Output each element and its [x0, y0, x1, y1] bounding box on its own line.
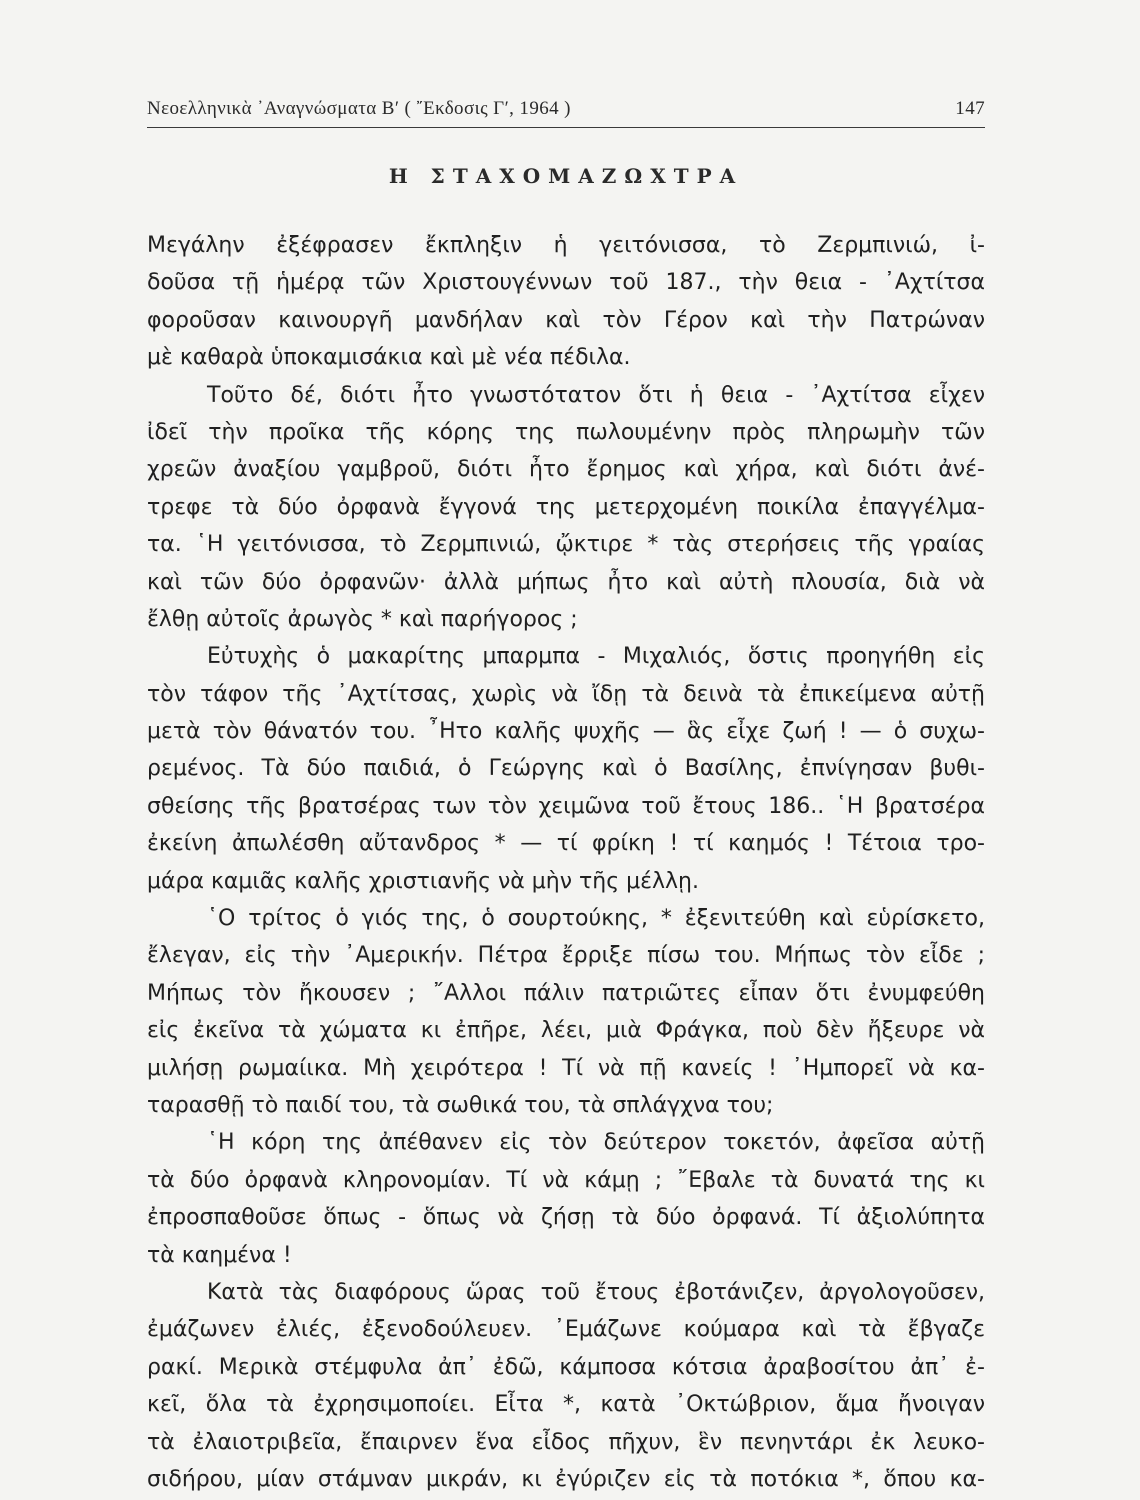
- text-line: χρεῶν ἀναξίου γαμβροῦ, διότι ἦτο ἔρημος καὶ χήρα, καὶ διότι ἀνέ-: [147, 457, 985, 483]
- text-line: ἐπροσπαθοῦσε ὅπως - ὅπως νὰ ζήσῃ τὰ δύο ὀρφανά. Τί ἀξιολύπητα: [147, 1205, 985, 1231]
- running-header: [147, 98, 985, 122]
- text-line: ρεμένος. Τὰ δύο παιδιά, ὁ Γεώργης καὶ ὁ Βασίλης, ἐπνίγησαν βυθι-: [147, 756, 985, 782]
- text-line: ἔλθῃ αὐτοῖς ἀρωγὸς * καὶ παρήγορος ;: [147, 606, 578, 632]
- text-line: φοροῦσαν καινουργῆ μανδήλαν καὶ τὸν Γέρον καὶ τὴν Πατρώναν: [147, 307, 985, 333]
- page-number: 147: [955, 98, 985, 119]
- body-text: [147, 227, 985, 1498]
- text-line: Εὐτυχὴς ὁ μακαρίτης μπαρμπα - Μιχαλιός, ὅστις προηγήθη εἰς: [207, 644, 985, 670]
- text-line: ῾Η κόρη της ἀπέθανεν εἰς τὸν δεύτερον τοκετόν, ἀφεῖσα αὐτῇ: [207, 1130, 985, 1156]
- text-line: καὶ τῶν δύο ὀρφανῶν· ἀλλὰ μήπως ἦτο καὶ αὐτὴ πλουσία, διὰ νὰ: [147, 569, 985, 595]
- text-line: δοῦσα τῇ ἡμέρᾳ τῶν Χριστουγέννων τοῦ 187., τὴν θεια - ᾽Αχτίτσα: [147, 270, 985, 296]
- text-line: τὰ καημένα !: [147, 1242, 292, 1268]
- chapter-title: Η ΣΤΑΧΟΜΑΖΩΧΤΡΑ: [388, 164, 744, 188]
- text-line: τρεφε τὰ δύο ὀρφανὰ ἔγγονά της μετερχομένη ποικίλα ἐπαγγέλμα-: [147, 494, 985, 520]
- header-rule: [147, 127, 985, 128]
- text-line: ἐκείνη ἀπωλέσθη αὔτανδρος * — τί φρίκη ! τί καημός ! Τέτοια τρο-: [147, 831, 985, 857]
- text-line: μιλήσῃ ρωμαίικα. Μὴ χειρότερα ! Τί νὰ πῇ κανείς ! ᾽Ημπορεῖ νὰ κα-: [147, 1055, 985, 1081]
- text-line: ἰδεῖ τὴν προῖκα τῆς κόρης της πωλουμένην πρὸς πληρωμὴν τῶν: [147, 419, 985, 445]
- text-line: Μήπως τὸν ἤκουσεν ; ῎Αλλοι πάλιν πατριῶτες εἶπαν ὅτι ἐνυμφεύθη: [147, 980, 985, 1006]
- text-line: ταρασθῇ τὸ παιδί του, τὰ σωθικά του, τὰ σπλάγχνα του;: [147, 1092, 774, 1118]
- text-line: μετὰ τὸν θάνατόν του. ῏Ητο καλῆς ψυχῆς — ἃς εἶχε ζωή ! — ὁ συχω-: [147, 719, 985, 745]
- text-line: σιδήρου, μίαν στάμναν μικράν, κι ἐγύριζεν εἰς τὰ ποτόκια *, ὅπου κα-: [147, 1466, 985, 1492]
- text-line: σθείσης τῆς βρατσέρας των τὸν χειμῶνα τοῦ ἔτους 186.. ῾Η βρατσέρα: [147, 793, 985, 819]
- text-line: τὰ ἐλαιοτριβεῖα, ἔπαιρνεν ἕνα εἶδος πῆχυν, ἓν πενηντάρι ἐκ λευκο-: [147, 1429, 985, 1455]
- text-line: εἰς ἐκεῖνα τὰ χώματα κι ἐπῆρε, λέει, μιὰ Φράγκα, ποὺ δὲν ἤξευρε νὰ: [147, 1018, 985, 1044]
- text-line: μάρα καμιᾶς καλῆς χριστιανῆς νὰ μὴν τῆς μέλλῃ.: [147, 868, 699, 894]
- text-line: Τοῦτο δέ, διότι ἦτο γνωστότατον ὅτι ἡ θεια - ᾽Αχτίτσα εἶχεν: [207, 382, 985, 408]
- text-line: ἐμάζωνεν ἐλιές, ἐξενοδούλευεν. ᾽Εμάζωνε κούμαρα καὶ τὰ ἔβγαζε: [147, 1317, 985, 1343]
- text-line: τὰ δύο ὀρφανὰ κληρονομίαν. Τί νὰ κάμῃ ; ῎Εβαλε τὰ δυνατά της κι: [147, 1167, 985, 1193]
- text-line: ρακί. Μερικὰ στέμφυλα ἀπ᾽ ἐδῶ, κάμποσα κότσια ἀραβοσίτου ἀπ᾽ ἐ-: [147, 1354, 985, 1380]
- text-line: τα. ῾Η γειτόνισσα, τὸ Ζερμπινιώ, ᾤκτιρε * τὰς στερήσεις τῆς γραίας: [147, 532, 985, 558]
- text-line: τὸν τάφον τῆς ᾽Αχτίτσας, χωρὶς νὰ ἴδῃ τὰ δεινὰ τὰ ἐπικείμενα αὐτῇ: [147, 681, 985, 707]
- text-line: Κατὰ τὰς διαφόρους ὥρας τοῦ ἔτους ἐβοτάνιζεν, ἀργολογοῦσεν,: [207, 1279, 985, 1305]
- running-title: Νεοελληνικὰ ᾽Αναγνώσματα Β′ ( ῎Εκδοσις Γ′, 1964 ): [147, 98, 571, 119]
- text-line: ἔλεγαν, εἰς τὴν ᾽Αμερικήν. Πέτρα ἔρριξε πίσω του. Μήπως τὸν εἶδε ;: [147, 943, 985, 969]
- text-line: Μεγάλην ἐξέφρασεν ἔκπληξιν ἡ γειτόνισσα, τὸ Ζερμπινιώ, ἰ-: [147, 233, 985, 258]
- text-line: μὲ καθαρὰ ὑποκαμισάκια καὶ μὲ νέα πέδιλα.: [147, 345, 631, 371]
- text-line: κεῖ, ὅλα τὰ ἐχρησιμοποίει. Εἶτα *, κατὰ ᾽Οκτώβριον, ἅμα ἤνοιγαν: [147, 1392, 985, 1418]
- text-line: ῾Ο τρίτος ὁ γιός της, ὁ σουρτούκης, * ἐξενιτεύθη καὶ εὑρίσκετο,: [207, 906, 985, 932]
